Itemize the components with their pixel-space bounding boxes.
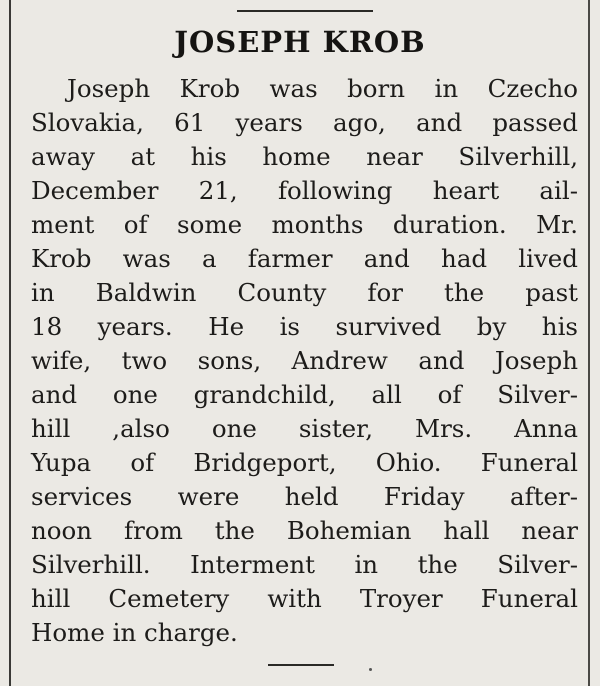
body-line: in Baldwin County for the past	[31, 278, 578, 307]
obituary-headline: JOSEPH KROB	[174, 25, 426, 59]
body-line: Krob was a farmer and had lived	[31, 244, 578, 273]
bottom-divider-rule	[268, 664, 334, 666]
body-line: and one grandchild, all of Silver-	[31, 380, 578, 409]
body-line: noon from the Bohemian hall near	[31, 516, 578, 545]
body-line: Home in charge.	[31, 618, 238, 647]
column-rule-right	[588, 0, 590, 686]
body-line: December 21, following heart ail-	[31, 176, 578, 205]
body-line: 18 years. He is survived by his	[31, 312, 578, 341]
top-divider-rule	[237, 10, 373, 12]
body-line: Joseph Krob was born in Czecho	[67, 74, 578, 103]
body-line: Silverhill. Interment in the Silver-	[31, 550, 578, 579]
body-line: Slovakia, 61 years ago, and passed	[31, 108, 578, 137]
body-line: ment of some months duration. Mr.	[31, 210, 578, 239]
body-line: Yupa of Bridgeport, Ohio. Funeral	[31, 448, 578, 477]
body-line: wife, two sons, Andrew and Joseph	[31, 346, 578, 375]
body-line: services were held Friday after-	[31, 482, 578, 511]
print-speck	[369, 668, 372, 671]
body-line: hill Cemetery with Troyer Funeral	[31, 584, 578, 613]
column-rule-left	[9, 0, 11, 686]
body-line: away at his home near Silverhill,	[31, 142, 578, 171]
obituary-body	[31, 72, 578, 650]
body-line: hill ,also one sister, Mrs. Anna	[31, 414, 578, 443]
